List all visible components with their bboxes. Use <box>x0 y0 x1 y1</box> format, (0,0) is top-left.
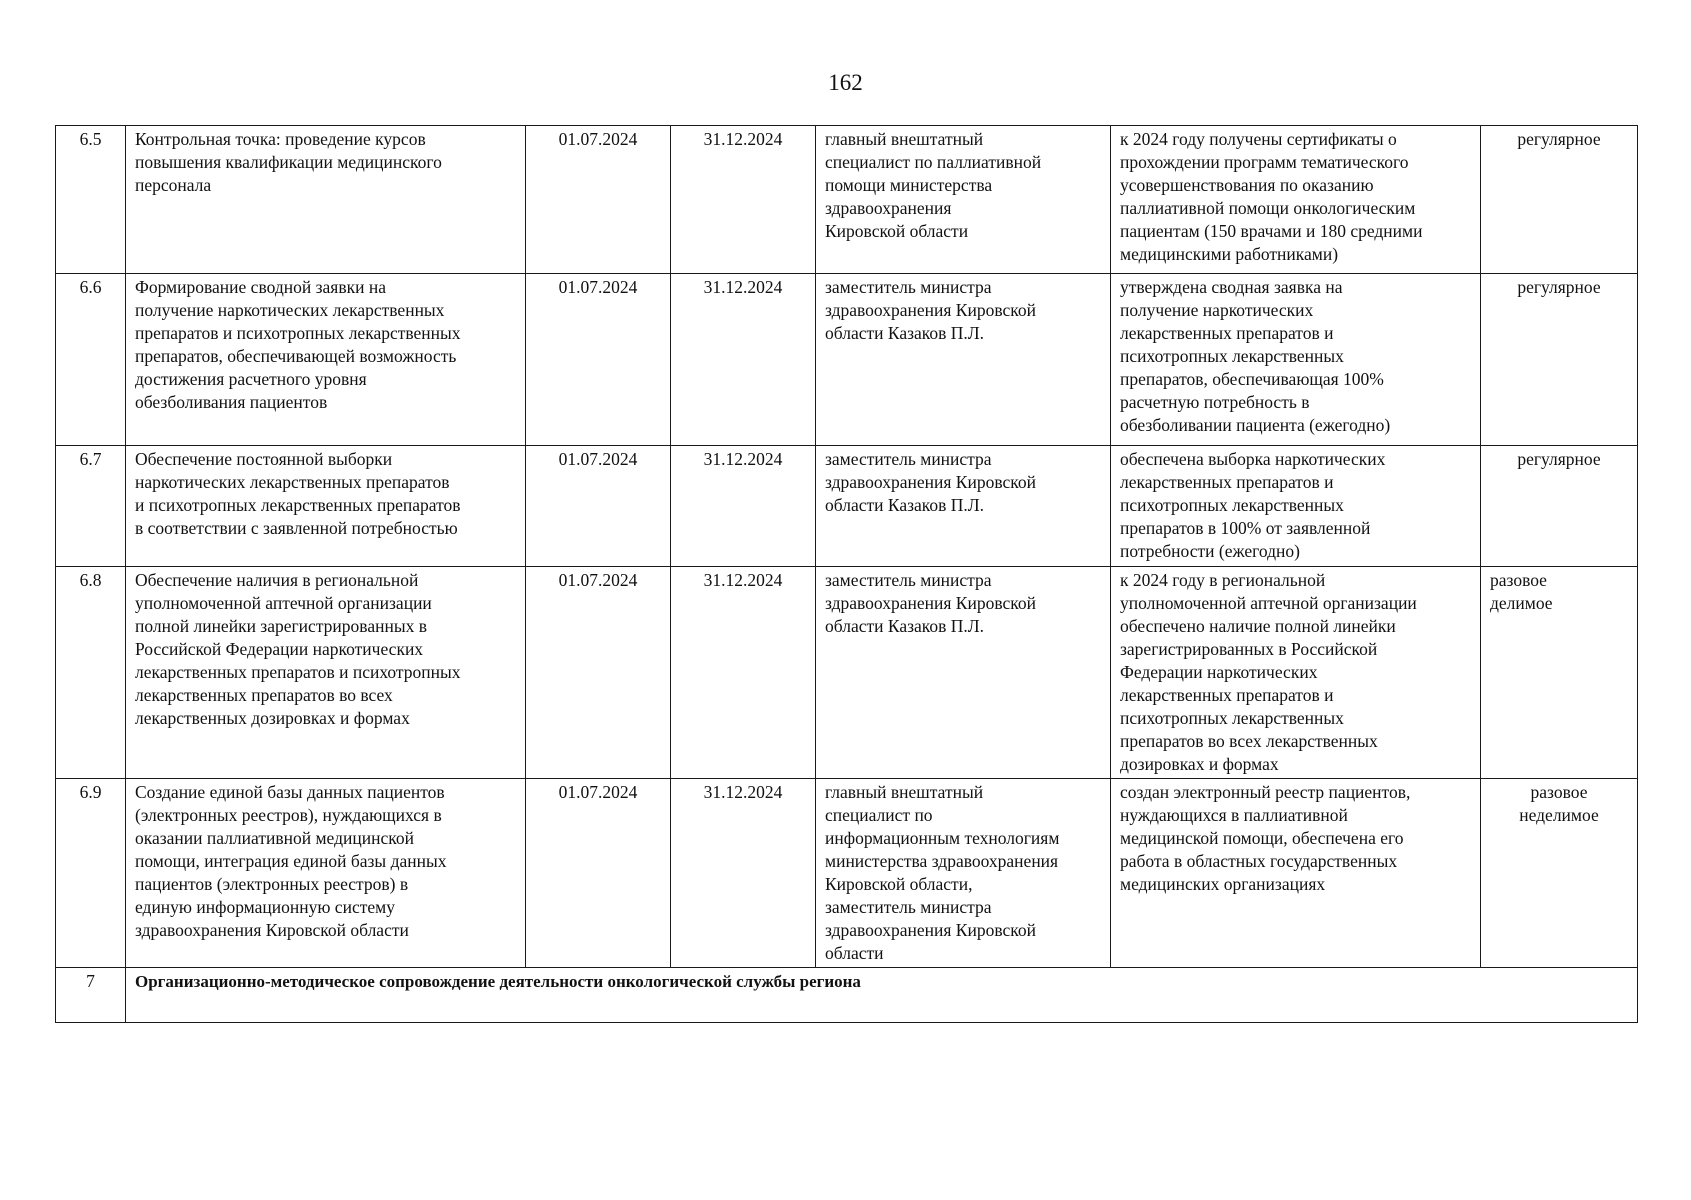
end-date: 31.12.2024 <box>671 274 816 446</box>
text-line: медицинских организациях <box>1120 874 1326 894</box>
text-line: лекарственных препаратов и <box>1120 685 1334 705</box>
text-line: получение наркотических лекарственных <box>135 300 445 320</box>
start-date: 01.07.2024 <box>526 567 671 779</box>
text-line: области Казаков П.Л. <box>825 495 985 515</box>
text-line: обеспечена выборка наркотических <box>1120 449 1386 469</box>
text-line: дозировках и формах <box>1120 754 1279 774</box>
text-line: уполномоченной аптечной организации <box>1120 593 1417 613</box>
start-date: 01.07.2024 <box>526 126 671 274</box>
text-line: препаратов, обеспечивающей возможность <box>135 346 457 366</box>
text-line: зарегистрированных в Российской <box>1120 639 1378 659</box>
activity-title <box>126 126 526 274</box>
text-line: расчетную потребность в <box>1120 392 1310 412</box>
text-line: пациентам (150 врачами и 180 средними <box>1120 221 1423 241</box>
table-row <box>56 779 1638 968</box>
text-line: Обеспечение наличия в региональной <box>135 570 419 590</box>
text-line: нуждающихся в паллиативной <box>1120 805 1348 825</box>
start-date: 01.07.2024 <box>526 779 671 968</box>
text-line: главный внештатный <box>825 782 984 802</box>
text-line: прохождении программ тематического <box>1120 152 1409 172</box>
text-line: регулярное <box>1517 449 1601 469</box>
text-line: Контрольная точка: проведение курсов <box>135 129 426 149</box>
text-line: разовое <box>1490 570 1547 590</box>
expected-result <box>1111 126 1481 274</box>
text-line: препаратов и психотропных лекарственных <box>135 323 461 343</box>
responsible-person <box>816 779 1111 968</box>
text-line: помощи министерства <box>825 175 993 195</box>
activity-title <box>126 446 526 567</box>
row-number: 6.7 <box>56 446 126 567</box>
text-line: к 2024 году в региональной <box>1120 570 1326 590</box>
text-line: и психотропных лекарственных препаратов <box>135 495 461 515</box>
text-line: (электронных реестров), нуждающихся в <box>135 805 442 825</box>
text-line: министерства здравоохранения <box>825 851 1059 871</box>
expected-result <box>1111 446 1481 567</box>
text-line: Федерации наркотических <box>1120 662 1318 682</box>
row-number: 6.8 <box>56 567 126 779</box>
text-line: препаратов во всех лекарственных <box>1120 731 1378 751</box>
text-line: лекарственных препаратов и <box>1120 323 1334 343</box>
text-line: в соответствии с заявленной потребностью <box>135 518 458 538</box>
text-line: делимое <box>1490 593 1553 613</box>
text-line: здравоохранения Кировской <box>825 300 1036 320</box>
text-line: специалист по <box>825 805 933 825</box>
result-type <box>1481 126 1638 274</box>
section-number: 7 <box>56 968 126 1023</box>
start-date: 01.07.2024 <box>526 274 671 446</box>
text-line: Обеспечение постоянной выборки <box>135 449 393 469</box>
end-date: 31.12.2024 <box>671 567 816 779</box>
text-line: Формирование сводной заявки на <box>135 277 386 297</box>
expected-result <box>1111 779 1481 968</box>
text-line: усовершенствования по оказанию <box>1120 175 1374 195</box>
result-type <box>1481 779 1638 968</box>
text-line: заместитель министра <box>825 277 992 297</box>
text-line: оказании паллиативной медицинской <box>135 828 414 848</box>
text-line: достижения расчетного уровня <box>135 369 367 389</box>
text-line: повышения квалификации медицинского <box>135 152 442 172</box>
end-date: 31.12.2024 <box>671 126 816 274</box>
text-line: обезболивания пациентов <box>135 392 328 412</box>
text-line: создан электронный реестр пациентов, <box>1120 782 1411 802</box>
text-line: регулярное <box>1517 129 1601 149</box>
table-row <box>56 126 1638 274</box>
text-line: обезболивании пациента (ежегодно) <box>1120 415 1391 435</box>
text-line: области Казаков П.Л. <box>825 323 985 343</box>
section-row <box>56 968 1638 1023</box>
text-line: заместитель министра <box>825 897 992 917</box>
text-line: медицинскими работниками) <box>1120 244 1339 264</box>
text-line: уполномоченной аптечной организации <box>135 593 432 613</box>
end-date: 31.12.2024 <box>671 446 816 567</box>
text-line: здравоохранения Кировской <box>825 920 1036 940</box>
activity-title <box>126 567 526 779</box>
row-number: 6.6 <box>56 274 126 446</box>
page-number: 162 <box>828 70 863 95</box>
expected-result <box>1111 274 1481 446</box>
text-line: персонала <box>135 175 212 195</box>
text-line: паллиативной помощи онкологическим <box>1120 198 1416 218</box>
text-line: информационным технологиям <box>825 828 1060 848</box>
expected-result <box>1111 567 1481 779</box>
row-number: 6.9 <box>56 779 126 968</box>
table-row <box>56 274 1638 446</box>
result-type <box>1481 446 1638 567</box>
result-type <box>1481 274 1638 446</box>
text-line: потребности (ежегодно) <box>1120 541 1300 561</box>
text-line: Кировской области, <box>825 874 973 894</box>
text-line: пациентов (электронных реестров) в <box>135 874 409 894</box>
text-line: заместитель министра <box>825 570 992 590</box>
text-line: здравоохранения Кировской <box>825 593 1036 613</box>
text-line: медицинской помощи, обеспечена его <box>1120 828 1404 848</box>
text-line: Российской Федерации наркотических <box>135 639 424 659</box>
responsible-person <box>816 567 1111 779</box>
text-line: психотропных лекарственных <box>1120 708 1344 728</box>
text-line: помощи, интеграция единой базы данных <box>135 851 447 871</box>
activity-title <box>126 779 526 968</box>
text-line: главный внештатный <box>825 129 984 149</box>
text-line: утверждена сводная заявка на <box>1120 277 1343 297</box>
start-date: 01.07.2024 <box>526 446 671 567</box>
text-line: психотропных лекарственных <box>1120 495 1344 515</box>
text-line: регулярное <box>1517 277 1601 297</box>
text-line: лекарственных препаратов во всех <box>135 685 393 705</box>
text-line: лекарственных препаратов и <box>1120 472 1334 492</box>
responsible-person <box>816 446 1111 567</box>
text-line: полной линейки зарегистрированных в <box>135 616 427 636</box>
responsible-person <box>816 274 1111 446</box>
text-line: разовое <box>1530 782 1588 802</box>
plan-table <box>55 125 1638 1023</box>
text-line: препаратов в 100% от заявленной <box>1120 518 1371 538</box>
activity-title <box>126 274 526 446</box>
result-type <box>1481 567 1638 779</box>
text-line: к 2024 году получены сертификаты о <box>1120 129 1397 149</box>
text-line: препаратов, обеспечивающая 100% <box>1120 369 1384 389</box>
text-line: единую информационную систему <box>135 897 395 917</box>
text-line: области <box>825 943 884 963</box>
text-line: здравоохранения <box>825 198 952 218</box>
text-line: лекарственных препаратов и психотропных <box>135 662 461 682</box>
text-line: наркотических лекарственных препаратов <box>135 472 450 492</box>
text-line: области Казаков П.Л. <box>825 616 985 636</box>
text-line: получение наркотических <box>1120 300 1314 320</box>
text-line: специалист по паллиативной <box>825 152 1042 172</box>
end-date: 31.12.2024 <box>671 779 816 968</box>
text-line: лекарственных дозировках и формах <box>135 708 410 728</box>
plan-table-body <box>56 126 1638 1023</box>
text-line: здравоохранения Кировской области <box>135 920 409 940</box>
row-number: 6.5 <box>56 126 126 274</box>
text-line: неделимое <box>1519 805 1599 825</box>
table-row <box>56 446 1638 567</box>
text-line: работа в областных государственных <box>1120 851 1398 871</box>
text-line: здравоохранения Кировской <box>825 472 1036 492</box>
table-row <box>56 567 1638 779</box>
section-title: Организационно-методическое сопровождение деятельности онкологической службы региона <box>126 968 1638 1023</box>
responsible-person <box>816 126 1111 274</box>
text-line: Кировской области <box>825 221 969 241</box>
text-line: заместитель министра <box>825 449 992 469</box>
text-line: психотропных лекарственных <box>1120 346 1344 366</box>
text-line: Создание единой базы данных пациентов <box>135 782 445 802</box>
text-line: обеспечено наличие полной линейки <box>1120 616 1396 636</box>
